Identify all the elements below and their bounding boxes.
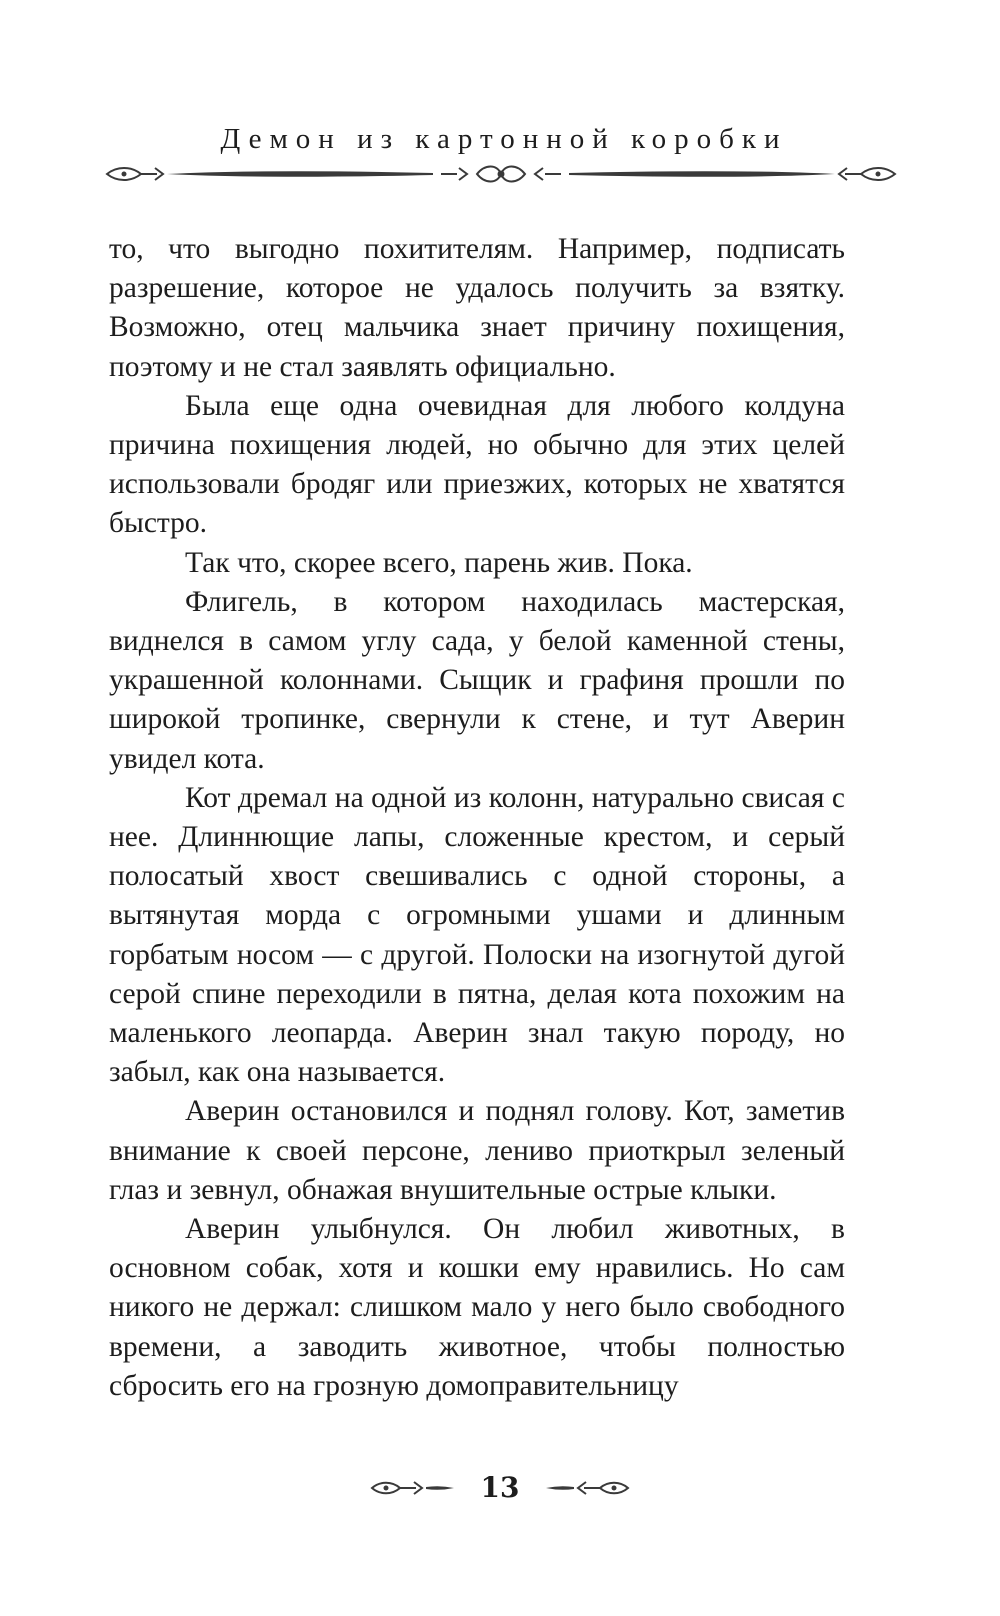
paragraph-7: Аверин улыбнулся. Он любил животных, в основном собак, хотя и кошки ему нравились. Но сам никого не держал: слишком мало у него было свободного времени, а заводить животное, чтобы полностью сбросить его на грозную домоправительницу: [109, 1213, 845, 1402]
paragraph-3: Так что, скорее всего, парень жив. Пока.: [185, 546, 693, 579]
paragraph-5: Кот дремал на одной из колонн, натурально свисая с нее. Длиннющие лапы, сложенные крестом, и серый полосатый хвост свешивались с одной стороны, а вытянутая морда с огромными ушами и длинным горбатым носом — с другой. Полоски на изогнутой дугой серой спине переходили в пятна, делая кота похожим на маленького леопарда. Аверин знал такую породу, но забыл, как она называется.: [109, 781, 845, 1089]
ornamental-divider-icon: [105, 160, 897, 188]
paragraph-1: то, что выгодно похитителям. Например, подписать разрешение, которое не удалось получить за взятку. Возможно, отец мальчика знает причину похищения, поэтому и не стал заявлять официально.: [109, 233, 845, 383]
running-title: Демон из картонной коробки: [220, 123, 788, 155]
page-number: 13: [480, 1471, 520, 1504]
folio: [370, 1468, 630, 1508]
paragraph-4: Флигель, в котором находилась мастерская, виднелся в самом углу сада, у белой каменной стены, украшенной колоннами. Сыщик и графиня прошли по широкой тропинке, свернули к стене, и тут Аверин увидел кота.: [109, 585, 845, 775]
paragraph-2: Была еще одна очевидная для любого колдуна причина похищения людей, но обычно для этих целей использовали бродяг или приезжих, которых не хватятся быстро.: [109, 389, 845, 540]
running-head: [0, 122, 1000, 156]
folio-right-ornament-icon: [544, 1476, 630, 1500]
paragraph-6: Аверин остановился и поднял голову. Кот, заметив внимание к своей персоне, лениво приоткрыл зеленый глаз и зевнул, обнажая внушительные острые клыки.: [109, 1095, 845, 1206]
page-body: [109, 230, 845, 1406]
